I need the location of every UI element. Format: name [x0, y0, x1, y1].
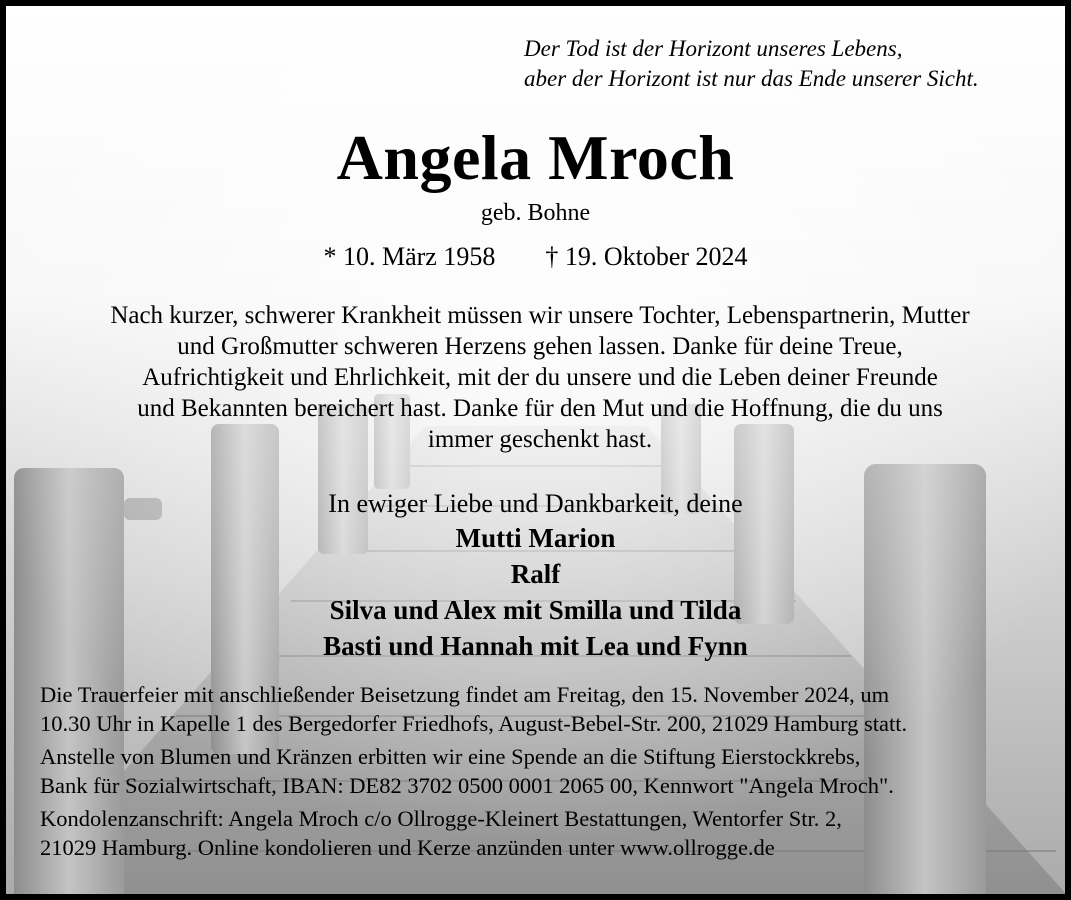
mourner-name: Basti und Hannah mit Lea und Fynn [323, 631, 748, 661]
obituary-text [26, 300, 1054, 455]
obituary-line: Aufrichtigkeit und Ehrlichkeit, mit der du unsere und die Leben deiner Freunde [142, 364, 938, 391]
mourner-name: Ralf [510, 559, 561, 589]
death-date: † 19. Oktober 2024 [545, 242, 748, 271]
obituary-line: und Bekannten bereichert hast. Danke für den Mut und die Hoffnung, die du uns [137, 395, 943, 422]
obituary-line: und Großmutter schweren Herzens gehen lassen. Danke für deine Treue, [177, 333, 903, 360]
funeral-information [40, 681, 1050, 867]
closing-line: In ewiger Liebe und Dankbarkeit, deine [328, 489, 743, 518]
motto-line-2: aber der Horizont ist nur das Ende unserer Sicht. [524, 66, 979, 91]
obituary-line: immer geschenkt hast. [427, 426, 653, 453]
maiden-name: geb. Bohne [480, 200, 591, 226]
life-dates [6, 240, 1065, 274]
notice-text [6, 6, 1065, 894]
obituary-line: Nach kurzer, schwerer Krankheit müssen wir unsere Tochter, Lebenspartnerin, Mutter [110, 302, 970, 329]
funeral-details: Die Trauerfeier mit anschließender Beisetzung findet am Freitag, den 15. November 2024, um 10.30 Uhr in Kapelle 1 des Bergedorfer Friedhofs, August-Bebel-Str. 200, 21029 Hamburg statt. [40, 682, 908, 736]
mourner-name: Silva und Alex mit Smilla und Tilda [329, 595, 742, 625]
mourner-name: Mutti Marion [455, 523, 616, 553]
condolence-address: Kondolenzanschrift: Angela Mroch c/o Ollrogge-Kleinert Bestattungen, Wentorfer Str. 2, 21029 Hamburg. Online kondolieren und Kerze anzünden unter www.ollrogge.de [40, 806, 842, 860]
motto-quote [524, 34, 979, 94]
donation-details: Anstelle von Blumen und Kränzen erbitten wir eine Spende an die Stiftung Eierstockkrebs, Bank für Sozialwirtschaft, IBAN: DE82 3702 0500 0001 2065 00, Kennwort "Angela Mroch". [40, 744, 894, 798]
deceased-name: Angela Mroch [336, 122, 735, 193]
motto-line-1: Der Tod ist der Horizont unseres Lebens, [524, 36, 903, 61]
birth-date: * 10. März 1958 [323, 242, 496, 271]
mourners-list [6, 520, 1065, 664]
